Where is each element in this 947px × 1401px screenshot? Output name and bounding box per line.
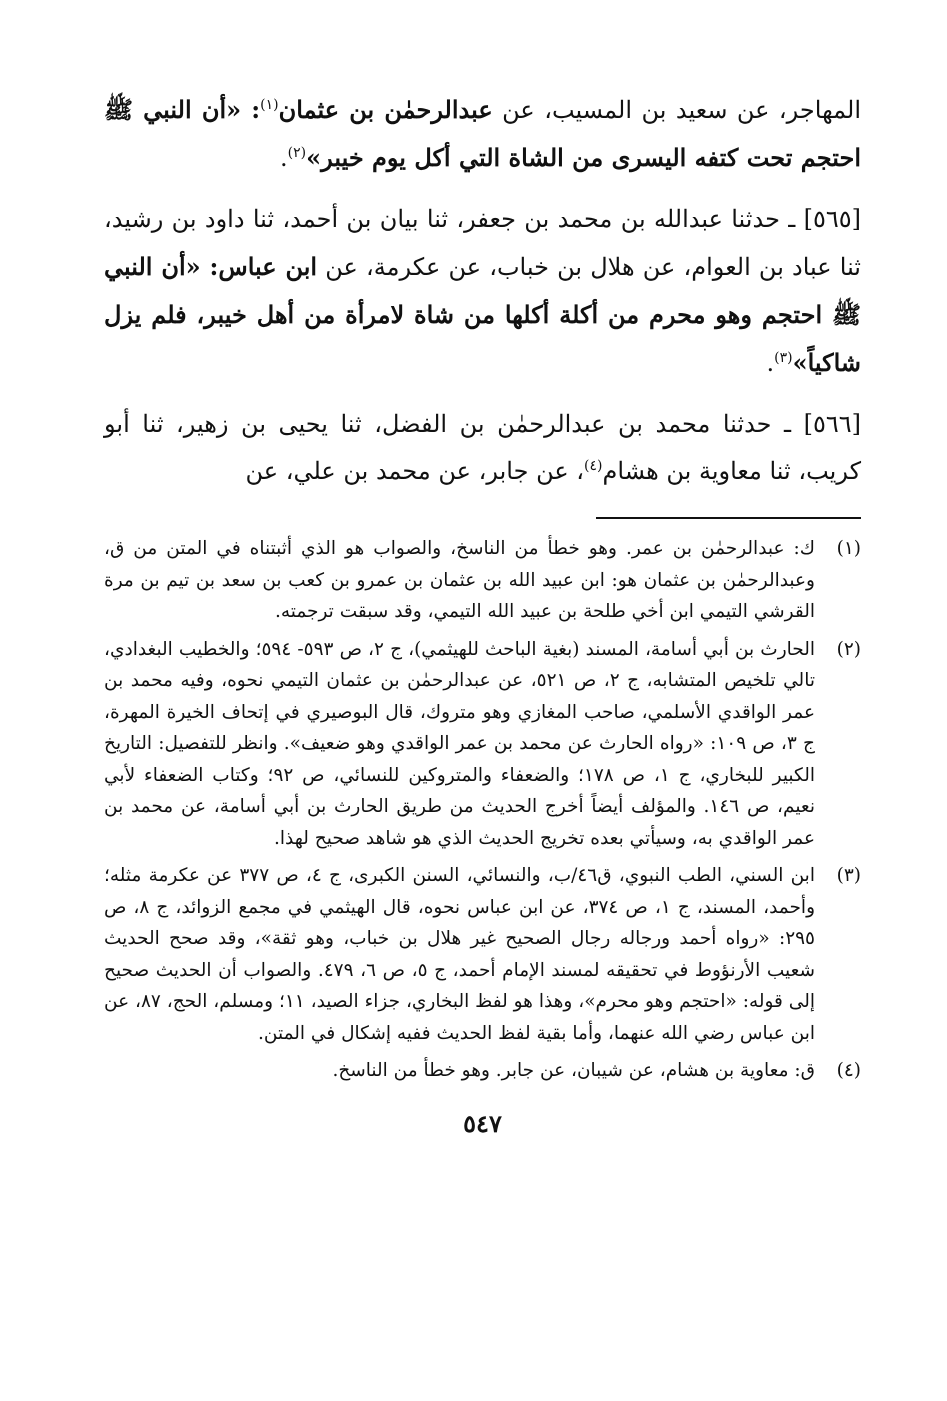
p1-hadith-bold: : «أن النبي ﷺ احتجم تحت كتفه اليسرى من الشاة التي أكل يوم خيبر» bbox=[104, 95, 861, 172]
footnote-number: (١) bbox=[836, 538, 861, 559]
footnote-number: (٤) bbox=[836, 1060, 861, 1081]
p2-end: . bbox=[766, 349, 775, 377]
footnote-text: ق: معاوية بن هشام، عن شيبان، عن جابر. وهو خطأ من الناسخ. bbox=[332, 1060, 815, 1081]
footnote-ref-4: (٤) bbox=[584, 458, 603, 474]
footnote-ref-3: (٣) bbox=[774, 350, 793, 366]
p1-text-a: المهاجر، عن سعيد بن المسيب، عن bbox=[492, 96, 861, 124]
footnote-separator bbox=[596, 517, 861, 519]
p3-text-c: ، عن جابر، عن محمد بن علي، عن bbox=[245, 457, 585, 485]
footnote-number: (٢) bbox=[836, 638, 861, 660]
p2-text-a: [٥٦٥] ـ حدثنا عبدالله بن محمد بن جعفر، ثنا بيان بن أحمد، ثنا داود بن رشيد، ثنا عباد بن العوام، عن هلال بن خباب، عن عكرمة، عن bbox=[104, 205, 861, 281]
footnote-number: (٣) bbox=[836, 865, 861, 886]
paragraph-1 bbox=[104, 86, 861, 182]
p1-narrator-bold: عبدالرحمٰن بن عثمان bbox=[278, 95, 493, 124]
paragraph-566 bbox=[104, 401, 861, 495]
footnote-1 bbox=[104, 533, 861, 628]
p2-hadith-bold: ابن عباس: «أن النبي ﷺ احتجم وهو محرم من أكلة أكلها من شاة لامرأة من أهل خيبر، فلم يزل شاكياً» bbox=[104, 252, 861, 377]
footnotes bbox=[104, 533, 861, 1087]
footnote-ref-2: (٢) bbox=[287, 145, 307, 161]
p3-text-a: [٥٦٦] ـ حدثنا محمد بن عبدالرحمٰن بن الفضل، ثنا يحيى بن زهير، ثنا أبو كريب، ثنا معاوية بن هشام bbox=[104, 410, 861, 485]
footnote-text: ك: عبدالرحمٰن بن عمر. وهو خطأ من الناسخ، والصواب هو الذي أثبتناه في المتن من ق، وعبدالرحمٰن بن عثمان هو: ابن عبيد الله بن عثمان بن عمرو بن كعب بن سعد بن تيم بن مرة القرشي التيمي ابن أخي طلحة بن عبيد الله التيمي، وقد سبقت ترجمته. bbox=[104, 538, 815, 622]
footnote-3 bbox=[104, 860, 861, 1049]
footnote-text: ابن السني، الطب النبوي، ق٤٦/ب، والنسائي، السنن الكبرى، ج ٤، ص ٣٧٧ عن عكرمة مثله؛ وأحمد، المسند، ج ١، ص ٣٧٤، عن ابن عباس نحوه، قال الهيثمي في مجمع الزوائد، ج ٨، ص ٢٩٥: «رواه أحمد ورجاله رجال الصحيح غير هلال بن خباب، وهو ثقة»، وقد صحح الحديث شعيب الأرنؤوط في تحقيقه لمسند الإمام أحمد، ج ٥، ص ٦، ٤٧٩. والصواب أن الحديث صحيح إلى قوله: «احتجم وهو محرم»، وهذا هو لفظ البخاري، جزاء الصيد، ١١؛ ومسلم، الحج، ٨٧، عن ابن عباس رضي الله عنهما، وأما بقية لفظ الحديث ففيه إشكال في المتن. bbox=[104, 865, 815, 1044]
paragraph-565 bbox=[104, 196, 861, 387]
page-number: ٥٤٧ bbox=[463, 1108, 502, 1138]
main-text bbox=[104, 86, 861, 495]
footnote-text: الحارث بن أبي أسامة، المسند (بغية الباحث للهيثمي)، ج ٢، ص ٥٩٣- ٥٩٤؛ والخطيب البغدادي، تالي تلخيص المتشابه، ج ٢، ص ٥٢١، عن عبدالرحمٰن بن عثمان التيمي نحوه، وفيه محمد بن عمر الواقدي الأسلمي، صاحب المغازي وهو متروك، قال البوصيري في إتحاف الخيرة المهرة، ج ٣، ص ١٠٩: «رواه الحارث عن محمد بن عمر الواقدي وهو ضعيف». وانظر للتفصيل: التاريخ الكبير للبخاري، ج ١، ص ١٧٨؛ والضعفاء والمتروكين للنسائي، ص ٩٢؛ وكتاب الضعفاء لأبي نعيم، ص ١٤٦. والمؤلف أيضاً أخرج الحديث من طريق الحارث بن أبي أسامة، عن محمد بن عمر الواقدي به، وسيأتي بعده تخريج الحديث الذي هو شاهد صحيح لهذا. bbox=[104, 638, 815, 849]
footnote-ref-1: (١) bbox=[260, 97, 279, 113]
p1-end: . bbox=[280, 144, 288, 172]
footnote-2 bbox=[104, 634, 861, 855]
footnote-4 bbox=[104, 1055, 861, 1087]
